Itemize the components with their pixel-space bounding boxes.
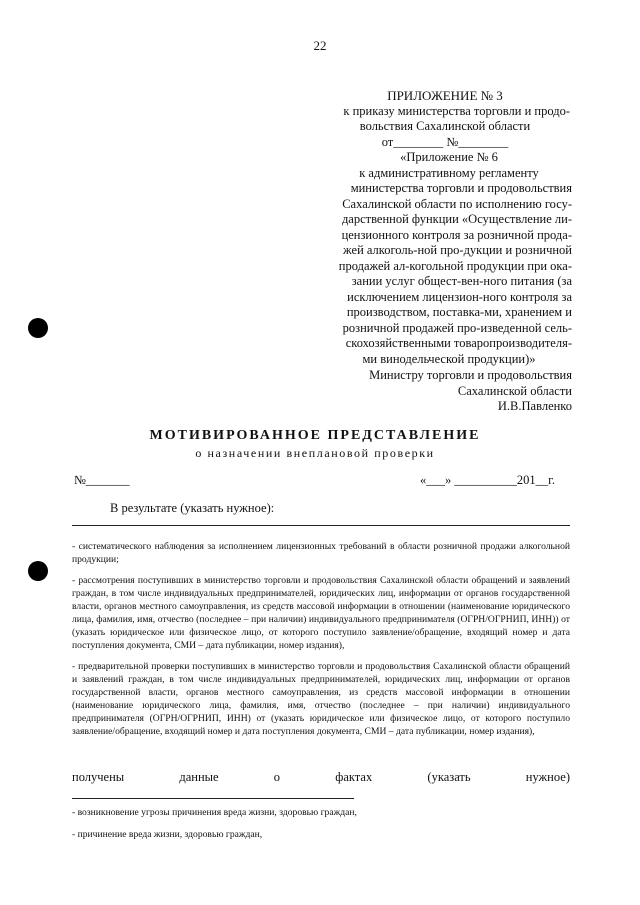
result-intro: В результате (указать нужное): <box>110 501 275 515</box>
received-word: данные <box>179 770 219 784</box>
ground-item: - систематического наблюдения за исполнением лицензионных требований в области розничной продажи алкогольной продукции; <box>72 541 570 565</box>
regulation-line: министерства торговли и продовольствия <box>350 181 572 195</box>
ground-item: - рассмотрения поступивших в министерство торговли и продовольствия Сахалинской области обращений и заявлений граждан, в том числе индивидуальных предпринимателей, юридических лиц, информации от органов государственной власти, органов местного самоуправления, из средств массовой информации в отношении (наименование юридического лица, фамилия, имя, отчество (последнее – при наличии) индивидуального предпринимателя (ОГРН/ОГРНИП, ИНН)) от (указать юридическое или физическое лицо, от которого поступило заявление/обращение, входящий номер и дата поступления документа, СМИ – дата публикации, номер издания), <box>72 575 570 651</box>
binder-hole-bottom <box>28 561 48 581</box>
addressee-name: И.В.Павленко <box>497 399 572 413</box>
regulation-line: скохозяйственными товаропроизводителя- <box>345 336 572 350</box>
received-line <box>72 770 570 785</box>
regulation-line: Сахалинской области по исполнению госу- <box>342 196 572 211</box>
appendix-line: вольствия Сахалинской области <box>359 119 531 133</box>
appendix-line: к приказу министерства торговли и продо- <box>343 103 570 118</box>
grounds-list <box>72 540 570 738</box>
appendix-header <box>320 88 570 150</box>
ground-item: - предварительной проверки поступивших в министерство торговли и продовольствия Сахалинской области обращений и заявлений граждан, в том числе индивидуальных предпринимателей, юридических лиц, информации от органов государственной власти, органов местного самоуправления, из средств массовой информации в отношении (наименование юридического лица, фамилия, имя, отчество (последнее – при наличии) индивидуального предпринимателя (ОГРН/ОГРНИП, ИНН) от (указать юридическое или физическое лицо, от которого поступило заявление/обращение, входящий номер и дата поступления документа, СМИ – дата публикации, номер издания), <box>72 661 570 737</box>
received-rule <box>72 798 354 799</box>
fact-item: - возникновение угрозы причинения вреда жизни, здоровью граждан, <box>72 807 357 818</box>
regulation-line: жей алкоголь-ной про-дукции и розничной <box>343 243 572 257</box>
addressee-position: Министру торговли и продовольствия <box>369 368 572 382</box>
document-subtitle: о назначении внеплановой проверки <box>195 446 435 460</box>
received-word: нужное) <box>525 770 570 784</box>
regulation-line: исключением лицензион-ного контроля за <box>347 289 572 304</box>
fill-in-rule <box>72 525 570 526</box>
received-word: о <box>273 770 281 784</box>
regulation-line: ми винодельческой продукции)» <box>362 351 536 366</box>
addressee <box>340 368 572 415</box>
appendix-line: ПРИЛОЖЕНИЕ № 3 <box>387 88 503 103</box>
regulation-line: розничной продажей про-изведенной сель- <box>342 320 572 335</box>
appendix-date-number: от________ №________ <box>381 134 509 149</box>
document-number-field: №_______ <box>74 473 130 487</box>
received-word: фактах <box>335 770 373 784</box>
page-number: 22 <box>313 38 327 53</box>
regulation-line: «Приложение № 6 <box>400 150 498 164</box>
regulation-line: цензионного контроля за розничной прода- <box>341 227 572 242</box>
binder-hole-top <box>28 318 48 338</box>
regulation-line: дарственной функции «Осуществление ли- <box>341 212 572 226</box>
regulation-line: к административному регламенту <box>359 165 539 180</box>
regulation-reference <box>326 150 572 367</box>
regulation-line: производством, поставка-ми, хранением и <box>346 305 572 319</box>
document-date-field: «___» __________201__г. <box>420 473 555 487</box>
regulation-line: зании услуг общест-вен-ного питания (за <box>351 274 572 288</box>
regulation-line: продажей ал-когольной продукции при ока- <box>338 258 572 273</box>
received-word: (указать <box>427 770 471 784</box>
received-word: получены <box>72 770 125 784</box>
addressee-region: Сахалинской области <box>457 383 572 398</box>
fact-item: - причинение вреда жизни, здоровью граждан, <box>72 829 263 840</box>
document-title: МОТИВИРОВАННОЕ ПРЕДСТАВЛЕНИЕ <box>149 428 481 443</box>
